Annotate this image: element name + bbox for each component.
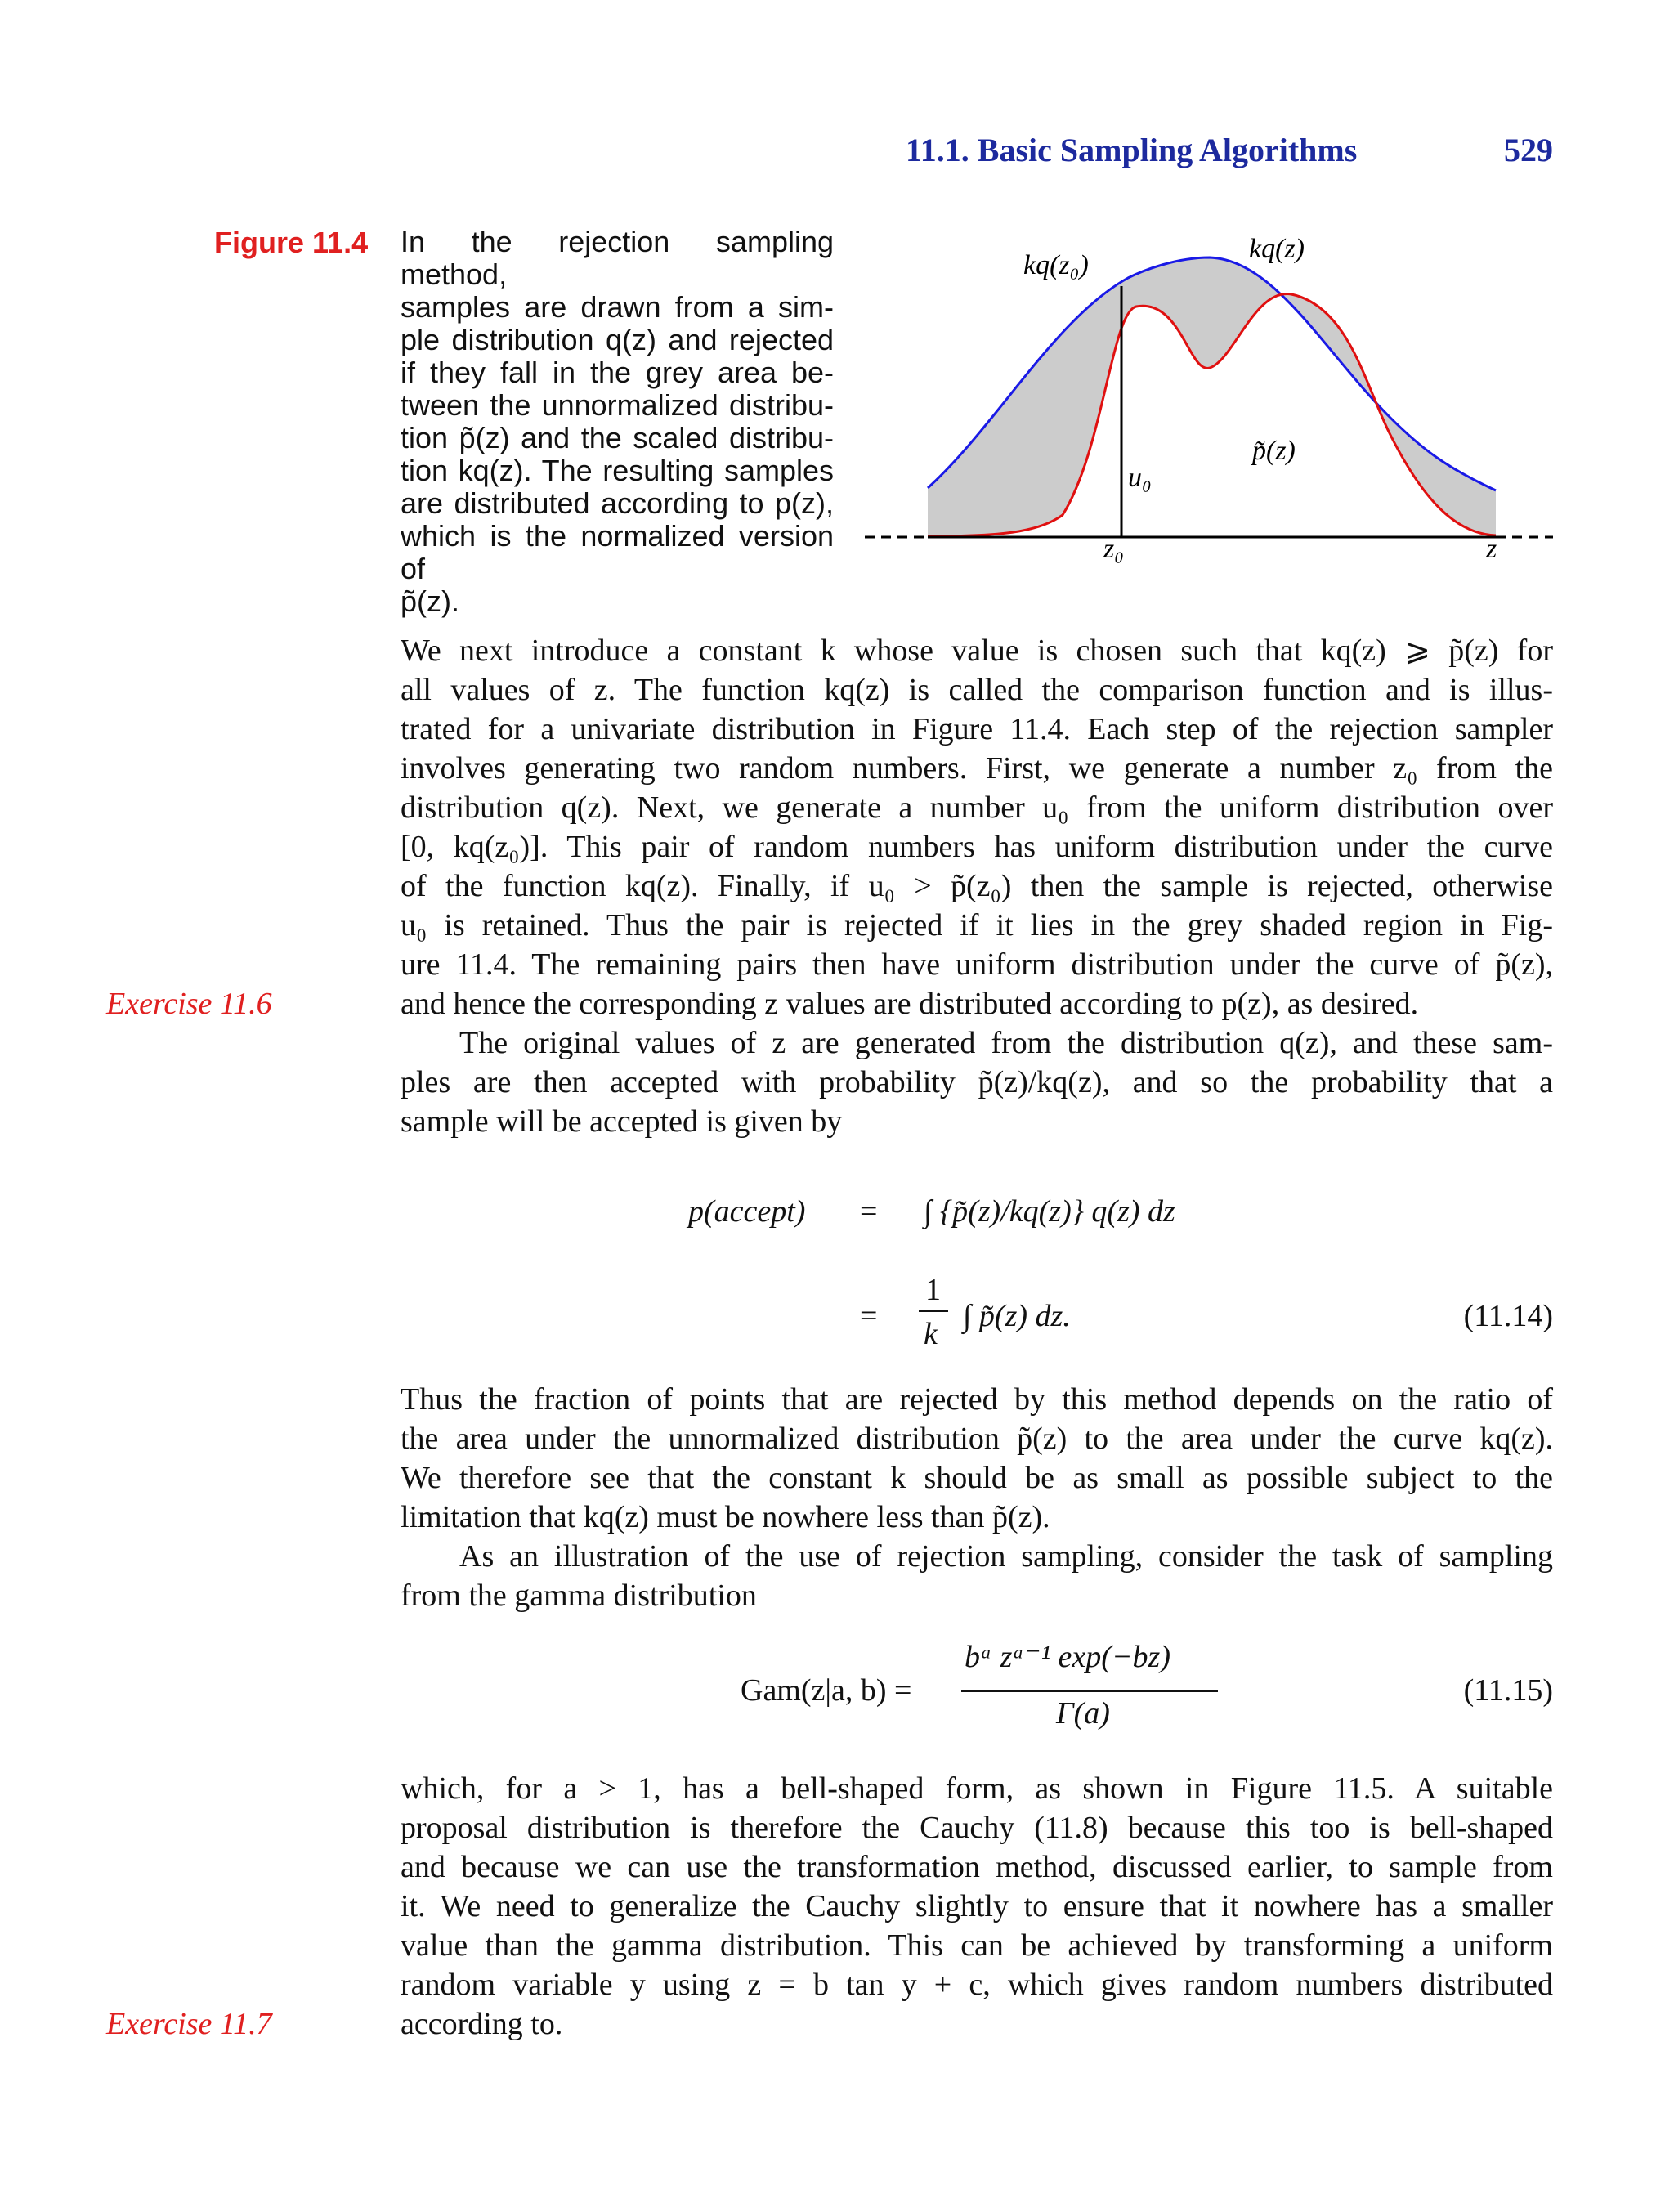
caption-line: are distributed according to p(z), [401, 486, 834, 520]
rejection-region-shade [928, 257, 1496, 536]
eq-fraction-denominator: k [924, 1317, 938, 1351]
text-line: from the gamma distribution [401, 1578, 757, 1613]
running-header: 11.1. Basic Sampling Algorithms [906, 132, 1358, 168]
text-line: limitation that kq(z) must be nowhere less than p̃(z). [401, 1500, 1050, 1534]
kq-z-label: kq(z) [1249, 237, 1305, 264]
exercise-ref-11-7: Exercise 11.7 [106, 2007, 272, 2041]
text-line: involves generating two random numbers. First, we generate a number z₀ from the [401, 751, 1553, 786]
page-number: 529 [1504, 132, 1553, 168]
eq-rhs-line2: ∫ p̃(z) dz. [963, 1299, 1071, 1333]
text-line: all values of z. The function kq(z) is called the comparison function and is illus- [401, 673, 1553, 707]
equation-number: (11.15) [1463, 1673, 1553, 1708]
text-line: We therefore see that the constant k should be as small as possible subject to the [401, 1461, 1553, 1495]
text-line: ples are then accepted with probability p̃(z)/kq(z), and so the probability that a [401, 1065, 1553, 1099]
eq-equals: = [860, 1194, 878, 1229]
caption-line: p̃(z). [401, 584, 459, 618]
text-line: Thus the fraction of points that are rejected by this method depends on the ratio of [401, 1382, 1553, 1417]
text-line: and hence the corresponding z values are distributed according to p(z), as desired. [401, 987, 1419, 1021]
text-line: proposal distribution is therefore the Cauchy (11.8) because this too is bell-shaped [401, 1811, 1553, 1845]
text-line: trated for a univariate distribution in Figure 11.4. Each step of the rejection sampler [401, 712, 1553, 746]
caption-line: samples are drawn from a sim- [401, 290, 834, 324]
caption-line: tion kq(z). The resulting samples [401, 454, 834, 487]
text-line: it. We need to generalize the Cauchy slightly to ensure that it nowhere has a smaller [401, 1889, 1553, 1923]
u0-label: u₀ [1128, 463, 1152, 493]
eq-denominator: Γ(a) [1056, 1696, 1110, 1731]
caption-line: if they fall in the grey area be- [401, 356, 834, 389]
text-line: u₀ is retained. Thus the pair is rejected if it lies in the grey shaded region in Fig- [401, 908, 1553, 943]
equation-number: (11.14) [1463, 1299, 1553, 1333]
text-line: value than the gamma distribution. This can be achieved by transforming a uniform [401, 1928, 1553, 1963]
rejection-sampling-diagram [850, 237, 1553, 597]
eq-numerator: bᵃ zᵃ⁻¹ exp(−bz) [965, 1640, 1170, 1674]
eq-fraction-numerator: 1 [925, 1273, 941, 1307]
text-line: ure 11.4. The remaining pairs then have uniform distribution under the curve of p̃(z), [401, 947, 1553, 982]
caption-line: tion p̃(z) and the scaled distribu- [401, 421, 834, 454]
eq-lhs: p(accept) [688, 1194, 806, 1229]
text-line: which, for a > 1, has a bell-shaped form, as shown in Figure 11.5. A suitable [401, 1771, 1553, 1806]
text-line: and because we can use the transformation method, discussed earlier, to sample from [401, 1850, 1553, 1884]
caption-line: ple distribution q(z) and rejected [401, 323, 834, 356]
fraction-bar [919, 1310, 948, 1312]
fraction-bar [961, 1690, 1218, 1692]
kq-z0-label: kq(z₀) [1023, 250, 1089, 280]
caption-line: In the rejection sampling method, [401, 225, 834, 291]
text-line: according to. [401, 2007, 563, 2041]
text-line: of the function kq(z). Finally, if u₀ > p̃(z₀) then the sample is rejected, otherwise [401, 869, 1553, 903]
text-line: distribution q(z). Next, we generate a number u₀ from the uniform distribution over [401, 790, 1553, 825]
text-line: The original values of z are generated from the distribution q(z), and these sam- [459, 1026, 1553, 1060]
caption-line: tween the unnormalized distribu- [401, 388, 834, 422]
caption-line: which is the normalized version of [401, 519, 834, 585]
eq-equals: = [860, 1299, 878, 1333]
figure-label: Figure 11.4 [214, 226, 369, 259]
text-line: [0, kq(z₀)]. This pair of random numbers has uniform distribution under the curve [401, 830, 1553, 864]
eq-lhs: Gam(z|a, b) = [741, 1673, 912, 1708]
text-line: We next introduce a constant k whose value is chosen such that kq(z) ⩾ p̃(z) for [401, 634, 1553, 668]
text-line: sample will be accepted is given by [401, 1104, 843, 1139]
exercise-ref-11-6: Exercise 11.6 [106, 987, 272, 1021]
figure-caption [401, 226, 834, 618]
z-axis-label: z [1486, 534, 1497, 564]
p-tilde-label: p̃(z) [1252, 436, 1296, 466]
text-line: As an illustration of the use of rejection sampling, consider the task of sampling [459, 1539, 1553, 1574]
text-line: the area under the unnormalized distribution p̃(z) to the area under the curve kq(z). [401, 1422, 1553, 1456]
z0-label: z₀ [1103, 534, 1125, 564]
text-line: random variable y using z = b tan y + c, which gives random numbers distributed [401, 1968, 1553, 2002]
eq-rhs-line1: ∫ {p̃(z)/kq(z)} q(z) dz [924, 1194, 1175, 1229]
